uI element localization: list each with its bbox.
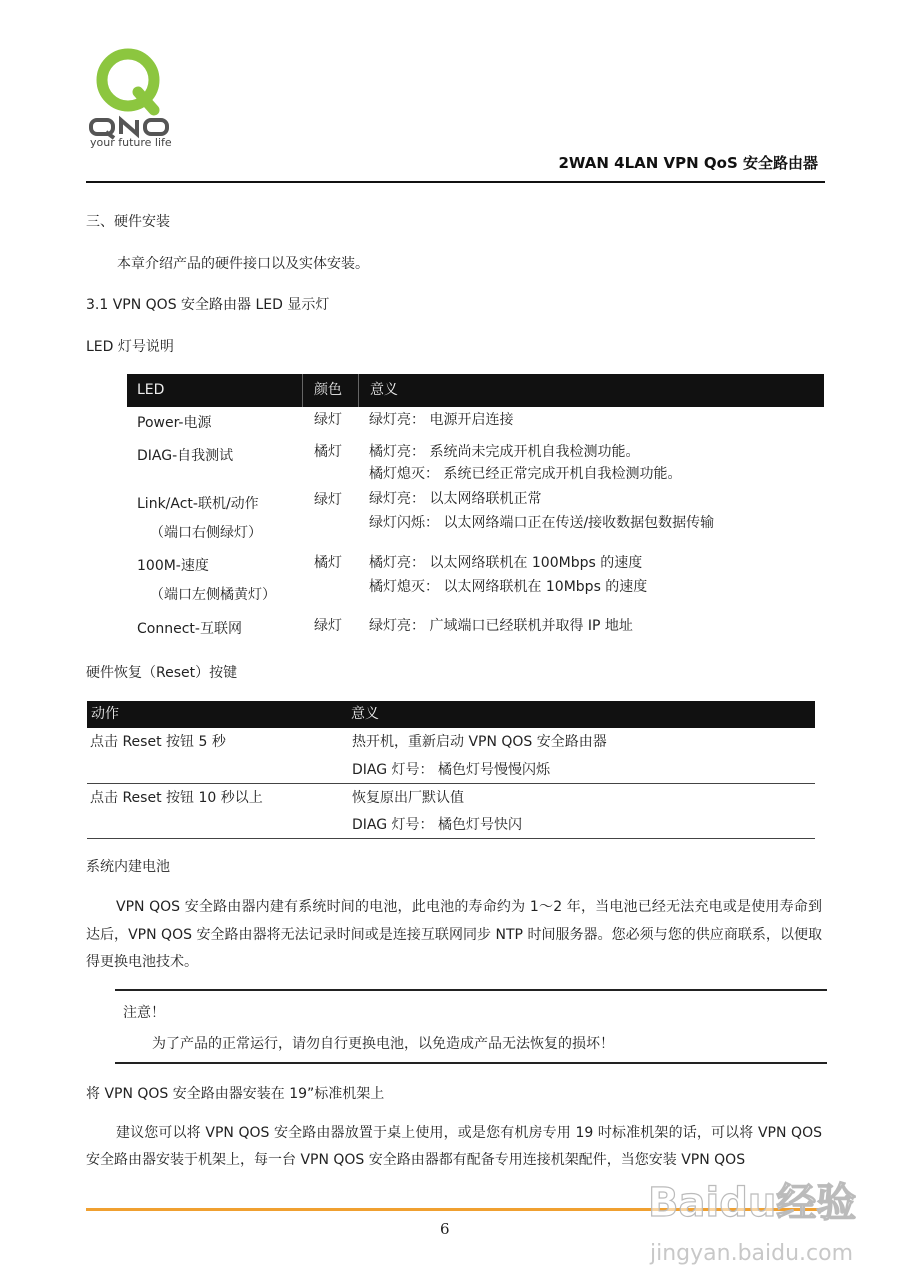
led-meaning: 橘灯熄灭： 以太网络联机在 10Mbps 的速度 <box>369 579 648 595</box>
table-bottom-divider <box>87 838 815 839</box>
led-col-meaning: 意义 <box>370 382 398 398</box>
led-table-caption: LED 灯号说明 <box>86 339 174 355</box>
chapter-intro: 本章介绍产品的硬件接口以及实体安装。 <box>117 256 369 272</box>
header-divider <box>86 181 825 183</box>
note-bottom-rule <box>115 1062 827 1064</box>
reset-col-meaning: 意义 <box>351 706 379 722</box>
reset-action: 点击 Reset 按钮 10 秒以上 <box>90 790 263 806</box>
led-col-led: LED <box>137 382 165 398</box>
battery-paragraph: VPN QOS 安全路由器内建有系统时间的电池，此电池的寿命约为 1～2 年，当电池已经无法充电或是使用寿命到达后，VPN QOS 安全路由器将无法记录时间或是连接互联网同步 NTP 时间服务器。您必须与您的供应商联系，以便取得更换电池技术。 <box>86 899 822 970</box>
led-meaning: 绿灯亮： 广域端口已经联机并取得 IP 地址 <box>369 618 633 634</box>
led-color: 橘灯 <box>314 555 342 571</box>
led-color: 绿灯 <box>314 412 342 428</box>
chapter-heading: 三、硬件安装 <box>86 214 170 230</box>
reset-meaning: DIAG 灯号： 橘色灯号快闪 <box>352 817 522 833</box>
led-sub-note: （端口右侧绿灯） <box>150 525 262 541</box>
reset-title: 硬件恢复（Reset）按键 <box>86 665 238 681</box>
column-separator <box>358 374 359 407</box>
led-col-color: 颜色 <box>314 382 342 398</box>
led-name: Link/Act-联机/动作 <box>137 496 259 512</box>
section-title: 3.1 VPN QOS 安全路由器 LED 显示灯 <box>86 297 330 313</box>
led-meaning: 绿灯亮： 以太网络联机正常 <box>369 491 542 507</box>
reset-col-action: 动作 <box>91 706 119 722</box>
led-name: Power-电源 <box>137 415 212 431</box>
column-separator <box>302 374 303 407</box>
led-meaning: 橘灯亮： 系统尚未完成开机自我检测功能。 <box>369 444 640 460</box>
led-name: 100M-速度 <box>137 558 209 574</box>
reset-meaning: DIAG 灯号： 橘色灯号慢慢闪烁 <box>352 762 550 778</box>
led-sub-note: （端口左侧橘黄灯） <box>150 587 276 603</box>
battery-title: 系统内建电池 <box>86 859 170 875</box>
led-color: 绿灯 <box>314 618 342 634</box>
reset-meaning: 恢复原出厂默认值 <box>352 790 464 806</box>
led-meaning: 橘灯熄灭： 系统已经正常完成开机自我检测功能。 <box>369 466 682 482</box>
watermark-url: jingyan.baidu.com <box>650 1241 854 1266</box>
page-number: 6 <box>440 1220 450 1238</box>
led-meaning: 橘灯亮： 以太网络联机在 100Mbps 的速度 <box>369 555 643 571</box>
led-name: Connect-互联网 <box>137 621 242 637</box>
led-color: 橘灯 <box>314 444 342 460</box>
reset-action: 点击 Reset 按钮 5 秒 <box>90 734 226 750</box>
led-color: 绿灯 <box>314 492 342 508</box>
table-row-divider <box>87 783 815 784</box>
rack-title: 将 VPN QOS 安全路由器安装在 19”标准机架上 <box>86 1086 385 1102</box>
logo-tagline: your future life <box>90 136 172 149</box>
note-top-rule <box>115 989 827 991</box>
document-header-title: 2WAN 4LAN VPN QoS 安全路由器 <box>558 154 818 172</box>
note-label: 注意！ <box>123 1005 165 1021</box>
note-text: 为了产品的正常运行，请勿自行更换电池，以免造成产品无法恢复的损坏！ <box>152 1036 614 1052</box>
reset-meaning: 热开机，重新启动 VPN QOS 安全路由器 <box>352 734 607 750</box>
baidu-watermark <box>640 1168 860 1272</box>
watermark-brand: Baidu经验 <box>648 1180 857 1226</box>
led-name: DIAG-自我测试 <box>137 448 234 464</box>
reset-table-header <box>87 701 815 728</box>
led-meaning: 绿灯亮： 电源开启连接 <box>369 412 514 428</box>
led-table-header <box>127 374 824 407</box>
rack-paragraph: 建议您可以将 VPN QOS 安全路由器放置于桌上使用，或是您有机房专用 19 吋标准机架的话，可以将 VPN QOS 安全路由器安装于机架上，每一台 VPN QOS 安全路由器都有配备专用连接机架配件，当您安装 VPN QOS <box>86 1125 822 1168</box>
led-meaning: 绿灯闪烁： 以太网络端口正在传送/接收数据包数据传输 <box>369 515 715 531</box>
